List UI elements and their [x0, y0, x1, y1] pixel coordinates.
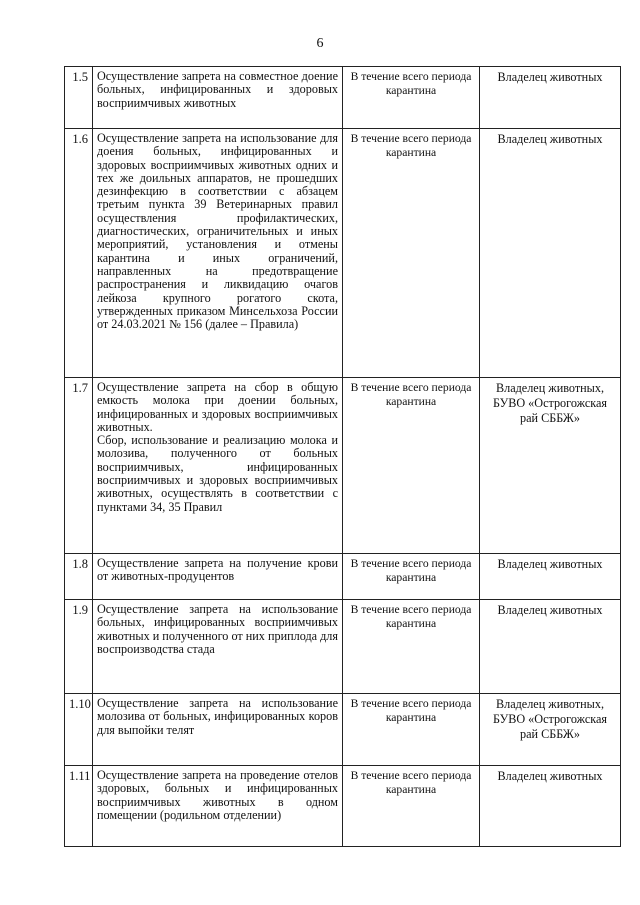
measure-term: В течение всего периода карантина	[343, 766, 480, 847]
measure-description: Осуществление запрета на использование больных, инфицированных восприимчивых животных и полученного от них приплода для воспроизводства стада	[93, 600, 343, 694]
table-row	[65, 600, 621, 694]
measure-description: Осуществление запрета на получение крови от животных-продуцентов	[93, 554, 343, 600]
row-number: 1.11	[65, 766, 93, 847]
measure-term: В течение всего периода карантина	[343, 378, 480, 554]
measure-term: В течение всего периода карантина	[343, 554, 480, 600]
row-number: 1.5	[65, 67, 93, 129]
table-row	[65, 694, 621, 766]
table-row	[65, 766, 621, 847]
row-number: 1.10	[65, 694, 93, 766]
measure-description: Осуществление запрета на проведение отелов здоровых, больных и инфицированных восприимчивых животных в одном помещении (родильном отделении)	[93, 766, 343, 847]
table-row	[65, 129, 621, 378]
measure-description: Осуществление запрета на совместное доение больных, инфицированных и здоровых восприимчивых животных	[93, 67, 343, 129]
measure-term: В течение всего периода карантина	[343, 67, 480, 129]
page-number: 6	[316, 36, 324, 51]
row-number: 1.6	[65, 129, 93, 378]
row-number: 1.7	[65, 378, 93, 554]
measure-term: В течение всего периода карантина	[343, 694, 480, 766]
measure-responsible: Владелец животных	[480, 129, 621, 378]
table-row	[65, 554, 621, 600]
measure-responsible: Владелец животных	[480, 67, 621, 129]
measure-responsible: Владелец животных	[480, 554, 621, 600]
measure-responsible: Владелец животных	[480, 766, 621, 847]
measure-term: В течение всего периода карантина	[343, 600, 480, 694]
measure-description: Осуществление запрета на сбор в общую емкость молока при доении больных, инфицированных и здоровых восприимчивых животных. Сбор, использование и реализацию молока и молозива, полученного от больных восприимчивых, инфицированных восприимчивых и здоровых восприимчивых животных, осуществлять в соответствии с пунктами 34, 35 Правил	[93, 378, 343, 554]
measure-responsible: Владелец животных	[480, 600, 621, 694]
measure-term: В течение всего периода карантина	[343, 129, 480, 378]
measure-description: Осуществление запрета на использование для доения больных, инфицированных и здоровых восприимчивых животных одних и тех же доильных аппаратов, не прошедших дезинфекцию в соответствии с абзацем третьим пункта 39 Ветеринарных правил осуществления профилактических, диагностических, ограничительных и иных мероприятий, установления и отмены карантина и иных ограничений, направленных на предотвращение распространения и ликвидацию очагов лейкоза крупного рогатого скота, утвержденных приказом Минсельхоза России от 24.03.2021 № 156 (далее – Правила)	[93, 129, 343, 378]
measure-responsible: Владелец животных, БУВО «Острогожская рай СББЖ»	[480, 694, 621, 766]
table-row	[65, 378, 621, 554]
row-number: 1.9	[65, 600, 93, 694]
measure-responsible: Владелец животных, БУВО «Острогожская рай СББЖ»	[480, 378, 621, 554]
measures-table	[64, 66, 621, 847]
row-number: 1.8	[65, 554, 93, 600]
measure-description: Осуществление запрета на использование молозива от больных, инфицированных коров для выпойки телят	[93, 694, 343, 766]
table-row	[65, 67, 621, 129]
